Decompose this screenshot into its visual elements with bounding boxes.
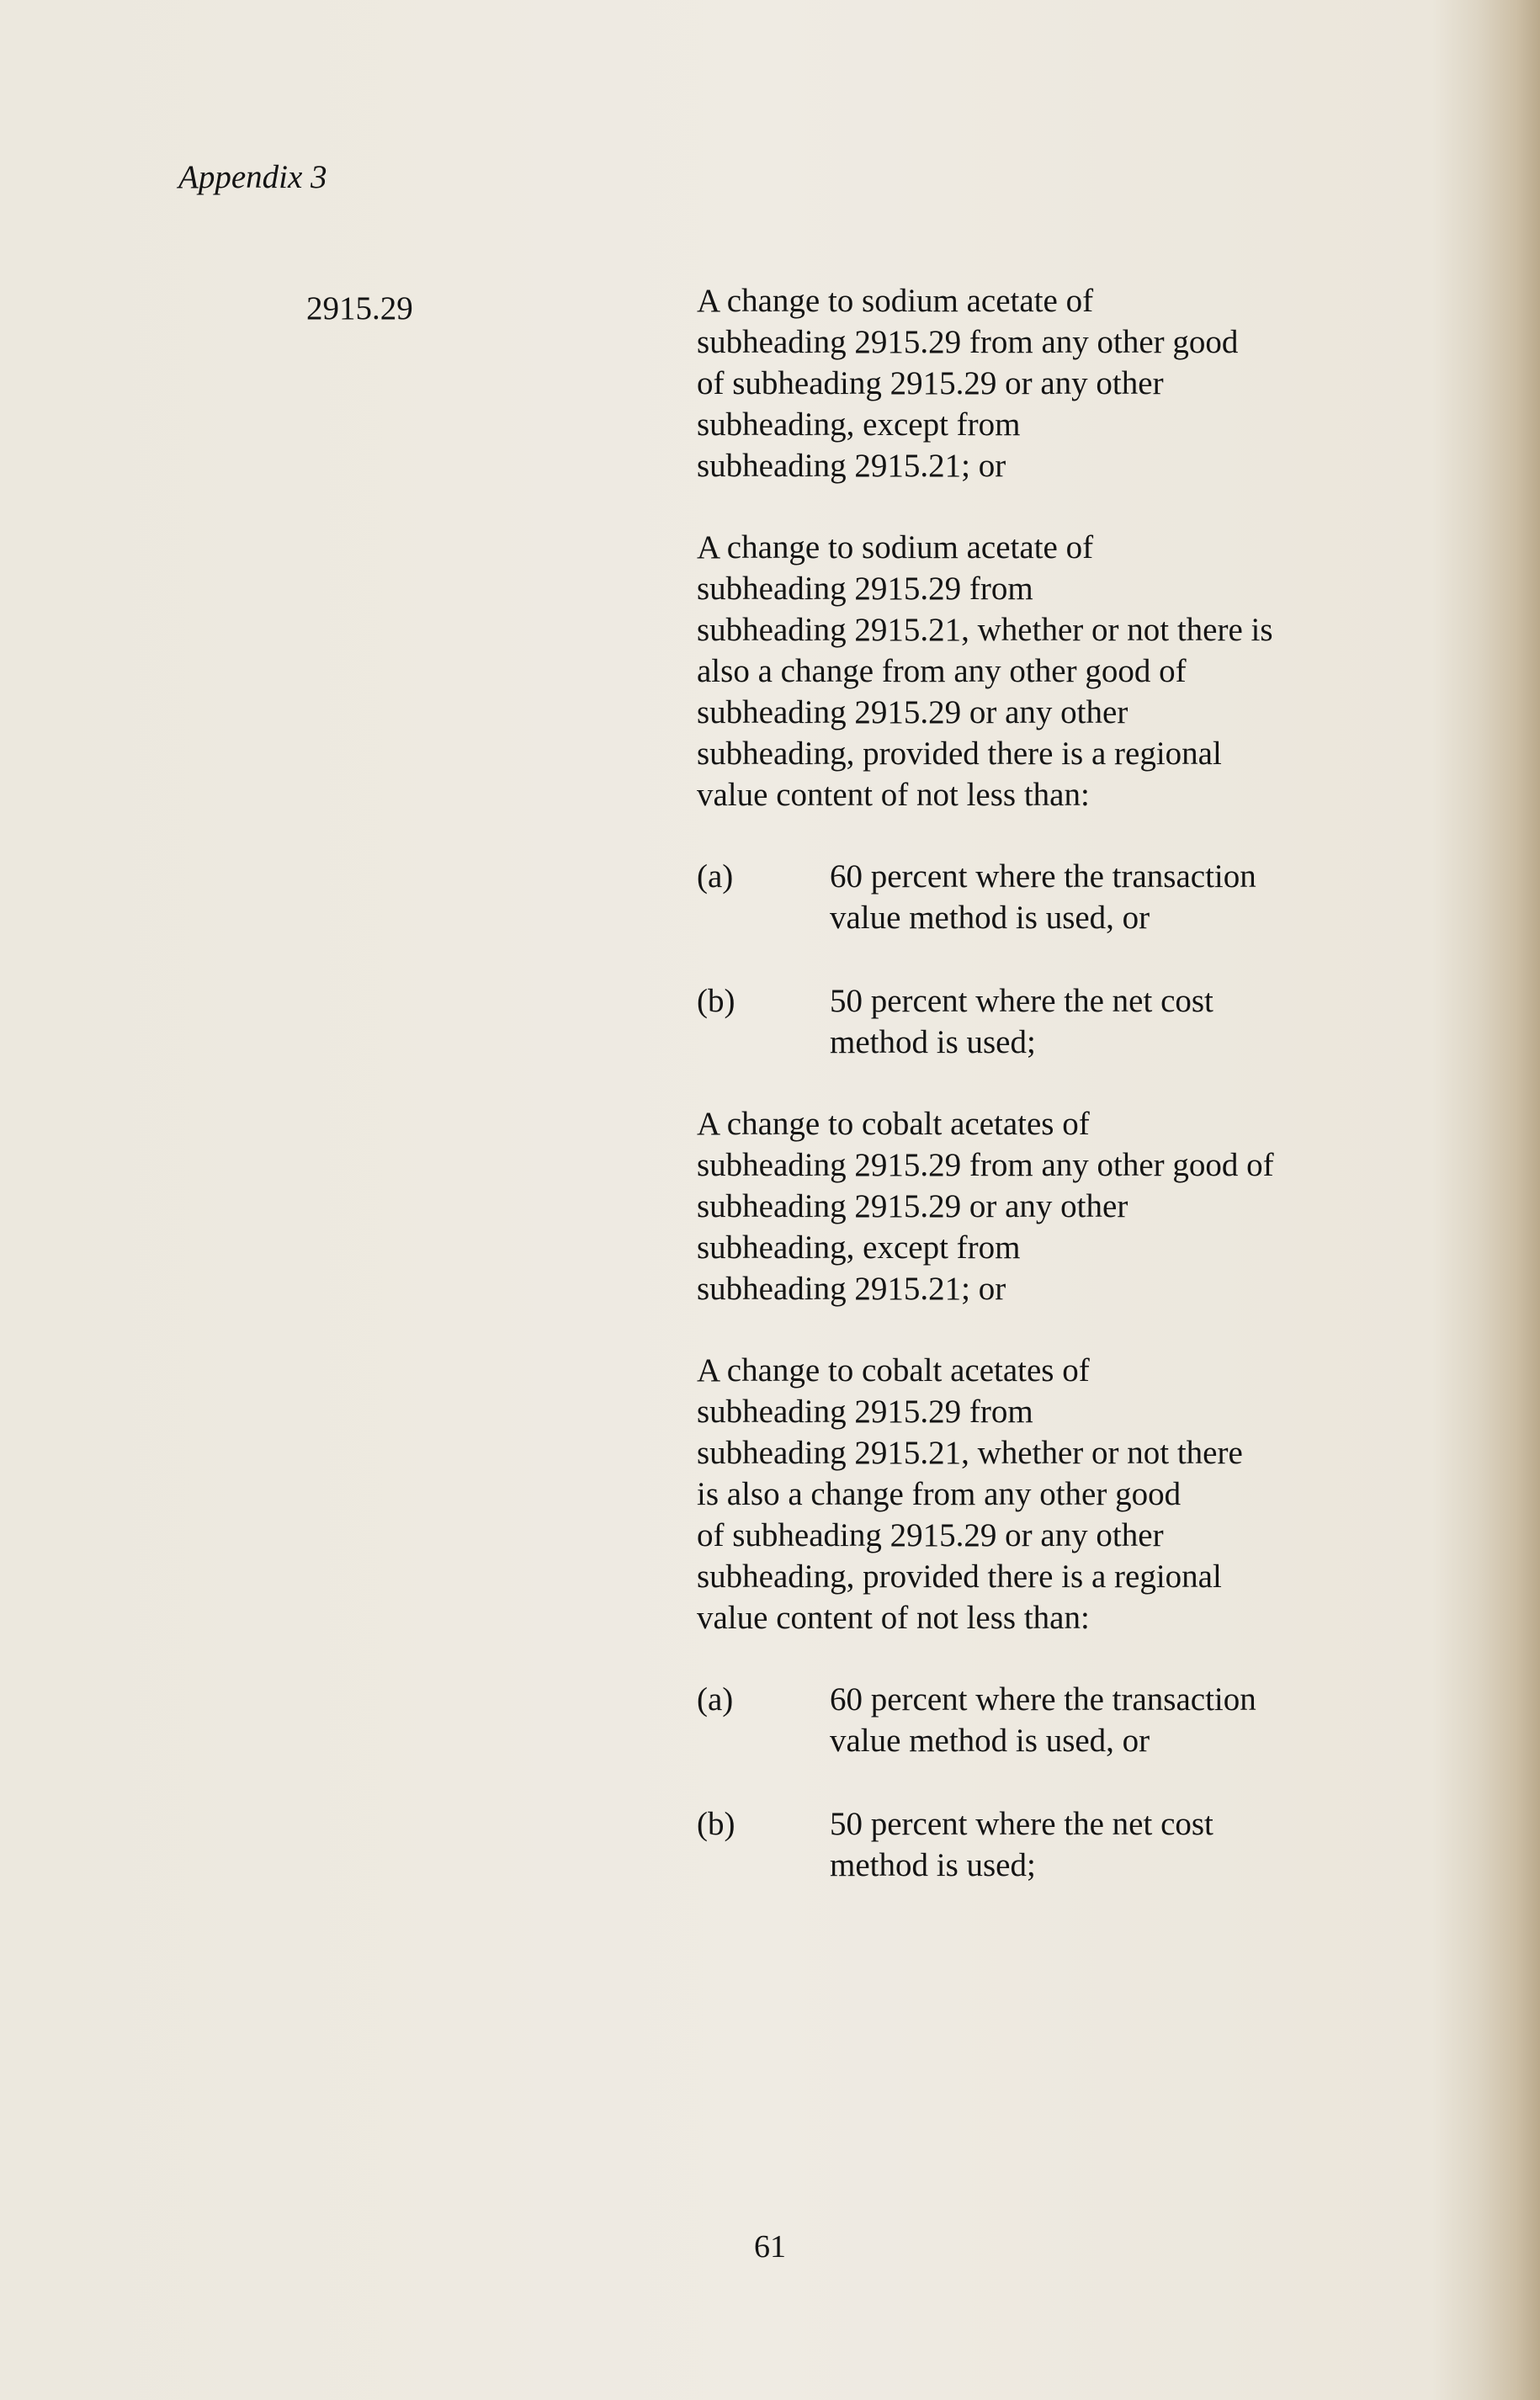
rules-column [697, 280, 1353, 1926]
rule-subclause [697, 1803, 1353, 1886]
page-header: Appendix 3 [178, 159, 327, 195]
rule-paragraph [697, 280, 1353, 486]
subclause-label: (a) [697, 858, 734, 895]
rule-paragraph [697, 1103, 1353, 1309]
page-number: 61 [754, 2229, 786, 2265]
rule-subclause [697, 980, 1353, 1063]
rule-text: A change to sodium acetate of subheading 2915.29 from any other good of subheading 2915.29 or any other subheading, except from subheading 2915.21; or [697, 283, 1239, 484]
rule-subclause [697, 1679, 1353, 1761]
subheading-code: 2915.29 [306, 290, 413, 327]
subclause-text: 50 percent where the net cost method is used; [830, 983, 1213, 1060]
subclause-label: (b) [697, 983, 735, 1019]
rule-subclause [697, 856, 1353, 938]
subclause-label: (b) [697, 1806, 735, 1842]
rule-paragraph [697, 527, 1353, 1063]
rule-text: A change to sodium acetate of subheading 2915.29 from subheading 2915.21, whether or not there is also a change from any other good of subheading 2915.29 or any other subheading, provided there is a regional value content of not less than: [697, 529, 1273, 813]
rule-text: A change to cobalt acetates of subheading 2915.29 from any other good of subheading 2915.29 or any other subheading, except from subheading 2915.21; or [697, 1106, 1274, 1307]
rule-text: A change to cobalt acetates of subheading 2915.29 from subheading 2915.21, whether or not there is also a change from any other good of subheading 2915.29 or any other subheading, provided there is a regional value content of not less than: [697, 1352, 1243, 1636]
rule-paragraph [697, 1350, 1353, 1886]
subclause-text: 50 percent where the net cost method is used; [830, 1806, 1213, 1883]
subclause-label: (a) [697, 1681, 734, 1718]
subclause-text: 60 percent where the transaction value method is used, or [830, 1681, 1256, 1759]
subclause-text: 60 percent where the transaction value method is used, or [830, 858, 1256, 936]
